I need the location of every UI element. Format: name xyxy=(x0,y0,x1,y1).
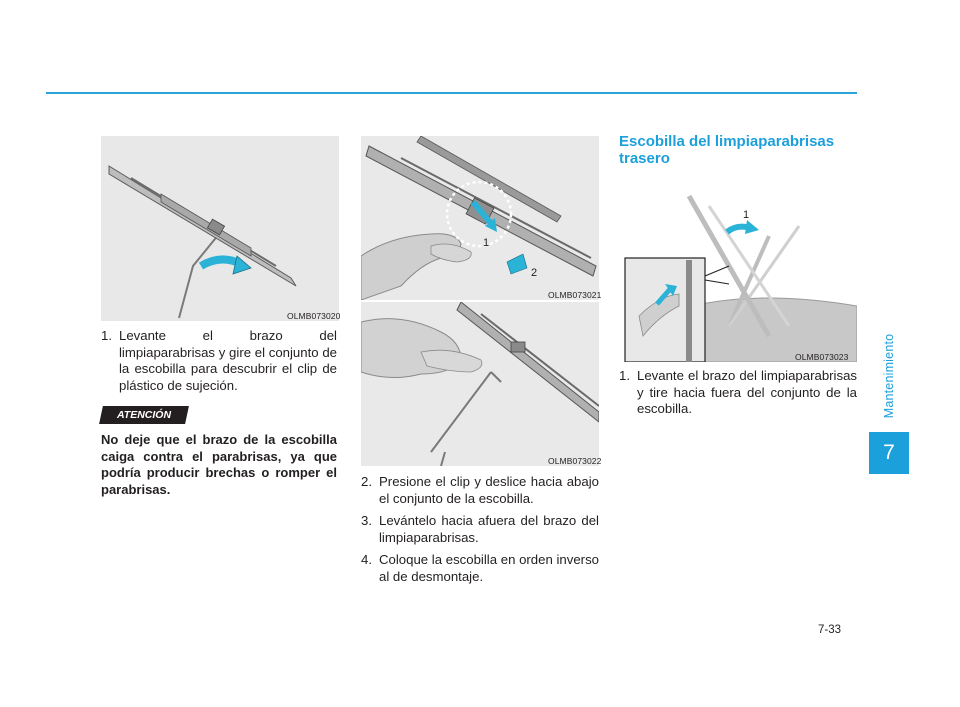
step-1: 1. Levante el brazo del limpiaparabrisas y gire el conjunto de la escobilla para descubrir el clip de plástico de sujeción. xyxy=(101,328,337,393)
right-steps xyxy=(619,368,857,424)
figure-blade-slide xyxy=(361,302,602,466)
chapter-number-badge: 7 xyxy=(869,432,909,474)
chapter-side-label: Mantenimiento xyxy=(882,333,896,419)
figure-code: OLMB073023 xyxy=(795,352,849,362)
caution-badge: ATENCIÓN xyxy=(99,406,189,424)
step-3: 3. Levántelo hacia afuera del brazo del limpiaparabrisas. xyxy=(361,513,599,545)
figure-wiper-rotate xyxy=(101,136,339,321)
callout-2: 2 xyxy=(531,267,538,279)
header-rule xyxy=(46,92,857,94)
figure-code: OLMB073022 xyxy=(548,456,602,466)
middle-steps xyxy=(361,474,599,591)
page-number: 7-33 xyxy=(818,624,842,636)
step-1-rear: 1. Levante el brazo del limpiaparabrisas y tire hacia fuera del conjunto de la escobilla. xyxy=(619,368,857,416)
caution-text: No deje que el brazo de la escobilla caiga contra el parabrisas, ya que podría producir brechas o romper el parabrisas. xyxy=(101,432,337,497)
section-title: Escobilla del limpiaparabrisas trasero xyxy=(619,133,835,167)
figure-code: OLMB073020 xyxy=(287,311,341,321)
figure-code: OLMB073021 xyxy=(548,290,602,300)
callout-1: 1 xyxy=(483,237,490,249)
step-2: 2. Presione el clip y deslice hacia abajo el conjunto de la escobilla. xyxy=(361,474,599,506)
figure-rear-wiper xyxy=(619,176,857,362)
callout-1: 1 xyxy=(743,209,750,221)
left-steps xyxy=(101,328,337,400)
step-4: 4. Coloque la escobilla en orden inverso al de desmontaje. xyxy=(361,552,599,584)
figure-clip-press xyxy=(361,136,602,300)
